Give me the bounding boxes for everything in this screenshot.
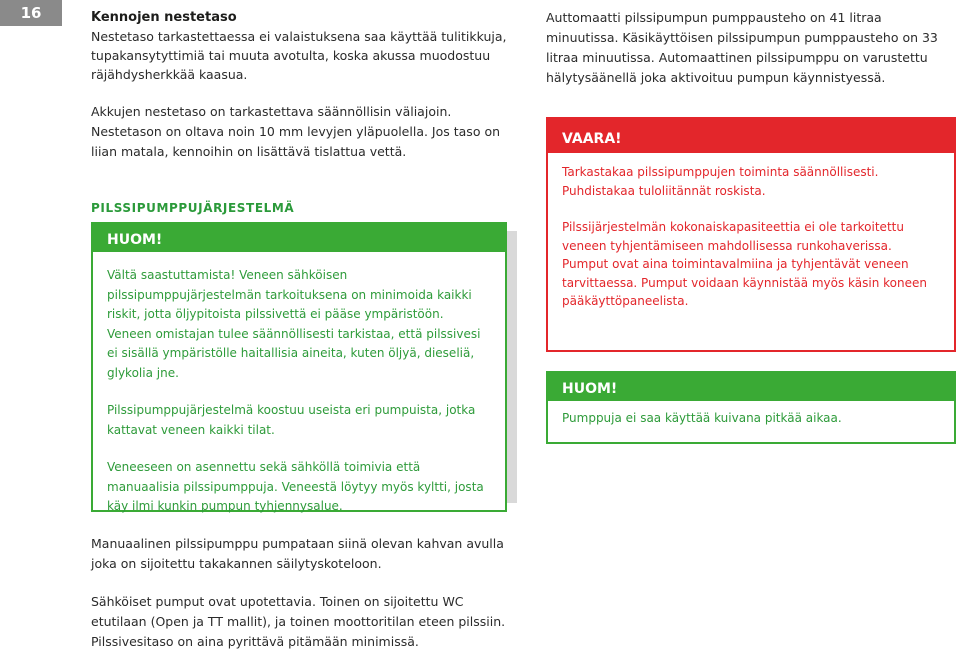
warning-box xyxy=(546,117,956,352)
note-box-right xyxy=(546,371,956,444)
capacity-paragraph: Auttomaatti pilssipumpun pumppausteho on 41 litraa minuutissa. Käsikäyttöisen pilssipumpun pumppausteho on 33 litraa minuutissa. Automaattinen pilssipumppu on varustettu hälytysäänellä joka aktivoituu pumpun käynnistyessä. xyxy=(546,10,938,85)
manual-pump-paragraph: Manuaalinen pilssipumppu pumpataan siinä olevan kahvan avulla joka on sijoitettu takakannen säilytyskoteloon. xyxy=(91,536,504,571)
intro-block xyxy=(91,9,511,84)
bottom-text xyxy=(91,534,511,652)
note-box-band xyxy=(93,224,505,252)
note-box-right-band xyxy=(548,373,954,401)
section-heading: PILSSIPUMPPUJÄRJESTELMÄ xyxy=(91,201,295,215)
note-box-right-text: Pumppuja ei saa käyttää kuivana pitkää aikaa. xyxy=(562,411,842,425)
intro-title: Kennojen nestetaso xyxy=(91,10,237,25)
warning-box-title: VAARA! xyxy=(562,131,622,147)
warning-paragraph: Pilssijärjestelmän kokonaiskapasiteettia ei ole tarkoitettu veneen tyhjentämiseen mahdollisessa runkohaverissa. Pumput ovat aina toimintavalmiina ja tyhjentävät veneen tarvittaessa. Pumput voidaan käynnistää myös käsin koneen pääkäyttöpaneelista. xyxy=(562,220,927,308)
note-box-title: HUOM! xyxy=(107,232,163,248)
note-paragraph: Pilssipumppujärjestelmä koostuu useista eri pumpuista, jotka kattavat veneen kaikki tilat. xyxy=(107,403,476,437)
note-paragraph: Vältä saastuttamista! Veneen sähköisen pilssipumppujärjestelmän tarkoituksena on minimoida kaikki riskit, jotta öljypitoista pilssivettä ei pääse ympäristöön. Veneen omistajan tulee säännöllisesti tarkistaa, että pilssivesi ei sisällä ympäristölle haitallisia aineita, kuten öljyä, dieseliä, glykolia jne. xyxy=(107,268,481,380)
page-number: 16 xyxy=(0,0,62,26)
warning-paragraph: Tarkastakaa pilssipumppujen toiminta säännöllisesti. Puhdistakaa tuloliitännät roskista. xyxy=(562,165,879,198)
warning-box-content xyxy=(548,153,954,311)
note-box-right-title: HUOM! xyxy=(562,381,618,397)
note-paragraph: Veneeseen on asennettu sekä sähköllä toimivia että manuaalisia pilssipumppuja. Veneestä löytyy myös kyltti, josta käy ilmi kunkin pumpun tyhjennysalue. xyxy=(107,460,484,513)
intro-text: Nestetaso tarkastettaessa ei valaistuksena saa käyttää tulitikkuja, tupakansytyttimiä tai muuta avotulta, koska akussa muodostuu räjähdysherkkää kaasua. xyxy=(91,29,507,82)
note-box-content xyxy=(93,252,505,517)
note-box-left xyxy=(91,222,507,512)
electric-pump-paragraph: Sähköiset pumput ovat upotettavia. Toinen on sijoitettu WC etutilaan (Open ja TT mallit), ja toinen moottoritilan eteen pilssiin. Pilssivesitaso on aina pyrittävä pitämään minimissä. xyxy=(91,594,506,649)
level-paragraph: Akkujen nestetaso on tarkastettava säännöllisin väliajoin. Nestetason on oltava noin 10 mm levyjen yläpuolella. Jos taso on liian matala, kennoihin on lisättävä tislattua vettä. xyxy=(91,104,501,159)
warning-box-band xyxy=(548,119,954,153)
